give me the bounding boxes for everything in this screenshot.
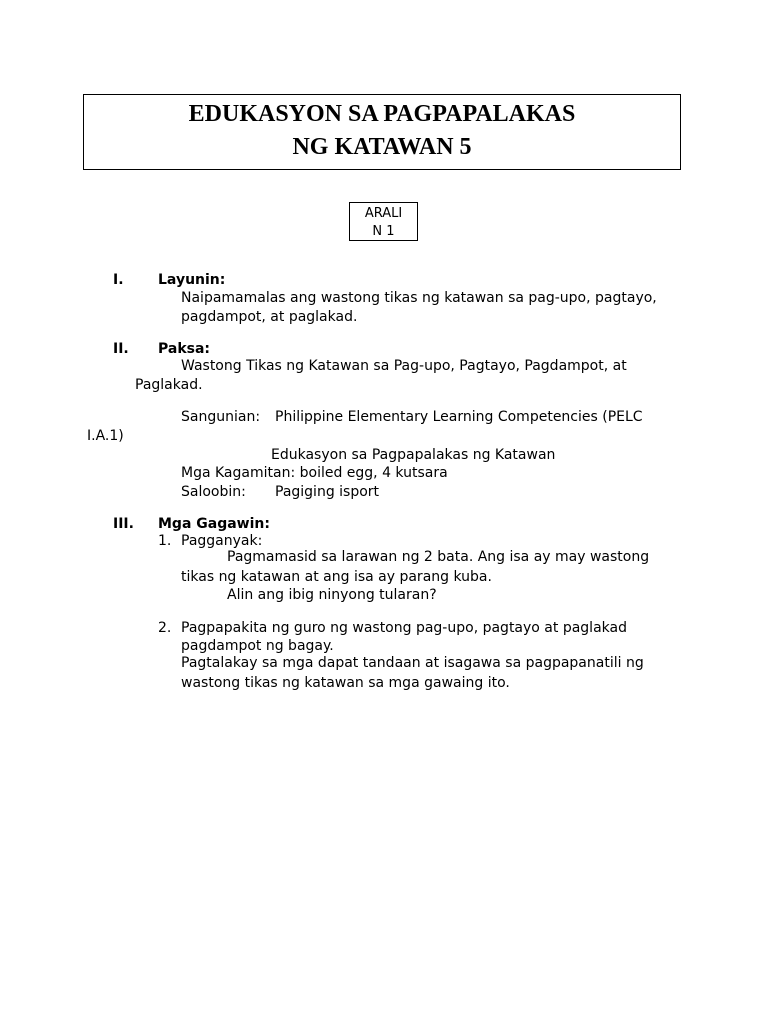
item-2-line-1: Pagpapakita ng guro ng wastong pag-upo, pagtayo at paglakad xyxy=(181,620,627,636)
item-1-label: Pagganyak: xyxy=(181,533,263,549)
section-2-heading: Paksa: xyxy=(158,341,211,357)
sangunian-line-2: Edukasyon sa Pagpapalakas ng Katawan xyxy=(271,447,556,463)
layunin-line-1: Naipamamalas ang wastong tikas ng katawan sa pag-upo, pagtayo, xyxy=(181,290,657,306)
layunin-line-2: pagdampot, at paglakad. xyxy=(181,309,358,325)
saloobin-label: Saloobin: xyxy=(181,484,246,500)
lesson-label-line-2: N 1 xyxy=(372,224,395,239)
item-2-line-2: pagdampot ng bagay. xyxy=(181,638,334,654)
item-2-line-3: Pagtalakay sa mga dapat tandaan at isagawa sa pagpapanatili ng xyxy=(181,655,644,671)
sangunian-value: Philippine Elementary Learning Competencies (PELC xyxy=(275,409,643,425)
item-1-line-1: Pagmamasid sa larawan ng 2 bata. Ang isa ay may wastong xyxy=(227,549,650,565)
item-1-line-3: Alin ang ibig ninyong tularan? xyxy=(227,587,437,603)
paksa-line-2: Paglakad. xyxy=(135,377,203,393)
document-title-line-1: EDUKASYON SA PAGPAPALAKAS xyxy=(188,101,576,127)
paksa-line-1: Wastong Tikas ng Katawan sa Pag-upo, Pagtayo, Pagdampot, at xyxy=(181,358,627,374)
item-1-number: 1. xyxy=(158,533,172,549)
sangunian-wrap: I.A.1) xyxy=(87,428,124,444)
item-1-line-2: tikas ng katawan at ang isa ay parang kuba. xyxy=(181,569,492,585)
sangunian-label: Sangunian: xyxy=(181,409,261,425)
lesson-number-box xyxy=(349,202,418,241)
lesson-label-line-1: ARALI xyxy=(364,206,403,221)
section-3-heading: Mga Gagawin: xyxy=(158,516,270,532)
section-2-numeral: II. xyxy=(113,341,129,357)
section-3-numeral: III. xyxy=(113,516,134,532)
item-2-line-4: wastong tikas ng katawan sa mga gawaing ito. xyxy=(181,675,510,691)
document-title-box xyxy=(83,94,681,170)
document-title-line-2: NG KATAWAN 5 xyxy=(292,134,472,160)
section-1-heading: Layunin: xyxy=(158,272,226,288)
saloobin-value: Pagiging isport xyxy=(275,484,380,500)
section-1-numeral: I. xyxy=(113,272,124,288)
item-2-number: 2. xyxy=(158,620,172,636)
kagamitan-line: Mga Kagamitan: boiled egg, 4 kutsara xyxy=(181,465,448,481)
